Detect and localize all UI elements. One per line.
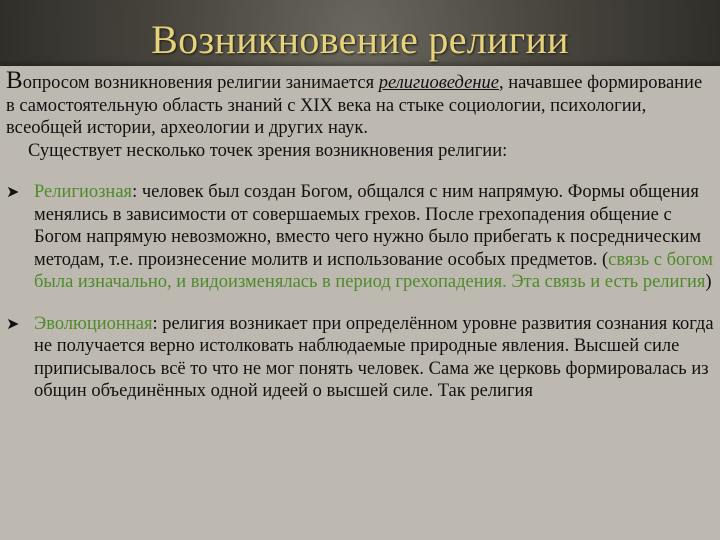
slide-title: Возникновение религии xyxy=(151,17,569,62)
bullet-text: : человек был создан Богом, общался с ним напрямую. Формы общения менялись в зависимости от совершаемых грехов. После грехопадения общение с Богом напрямую невозможно, вместо чего нужно было прибегать к посредническим методам, т.е. произнесение молитв и использование особых предметов. ( xyxy=(34,182,702,270)
intro-rest: , начавшее формирование в самостоятельную область знаний с XIX века на стыке социологии, психологии, всеобщей истории, археологии и других наук. xyxy=(6,73,703,138)
bullet-close: ) xyxy=(705,272,712,292)
bullet-evolutionary xyxy=(6,313,714,403)
arrow-bullet-icon: ➤ xyxy=(6,315,20,333)
term-link: религиоведение xyxy=(378,73,499,93)
bullet-note: связь с богом была изначально, и видоизменялась в период грехопадения. Эта связь и есть религия xyxy=(34,249,713,292)
intro-paragraph xyxy=(6,67,714,162)
bullet-religious xyxy=(6,181,714,294)
bullet-text: : религия возникает при определённом уровне развития сознания когда не получается верно истолковать наблюдаемые природные явления. Высшей силе приписывалось всё то что не мог понять человек. Сама же церковь формировалась из общин объединённых одной идеей о высшей силе. Так религия xyxy=(34,313,714,401)
content-panel xyxy=(0,66,720,540)
slide-body xyxy=(6,67,714,403)
arrow-bullet-icon: ➤ xyxy=(6,184,20,201)
bullet-term: Религиозная xyxy=(34,182,133,202)
bullet-term: Эволюционная xyxy=(34,313,153,334)
intro-line2: Существует несколько точек зрения возникновения религии: xyxy=(28,140,508,161)
dropcap-letter: В xyxy=(6,67,23,94)
intro-lead: опросом возникновения религии занимается xyxy=(22,73,379,93)
